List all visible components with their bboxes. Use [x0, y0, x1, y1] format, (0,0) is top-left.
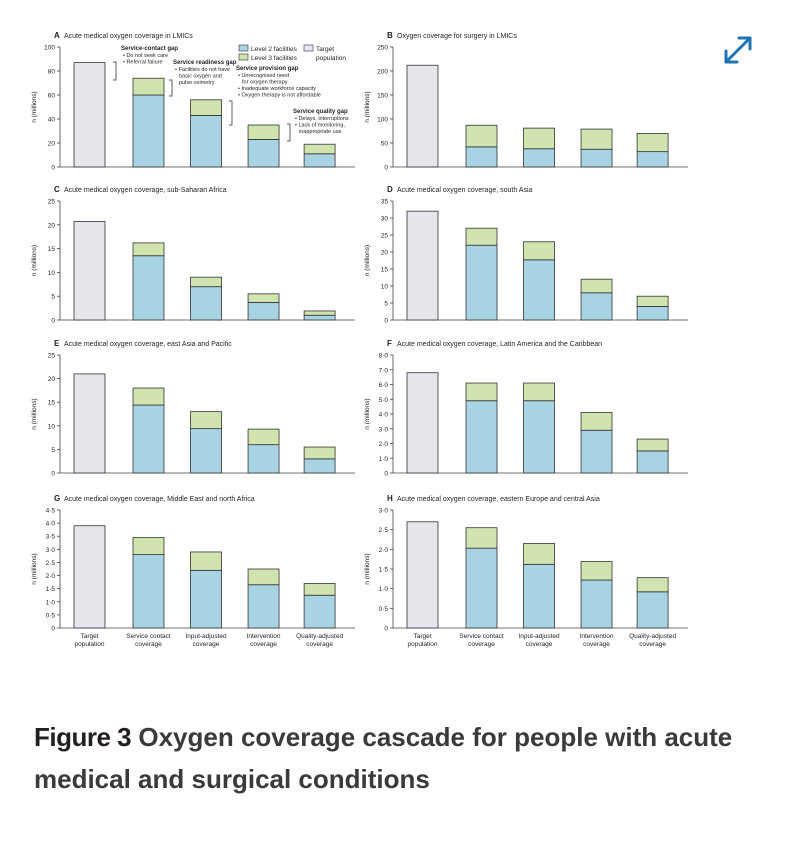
gap-2-title: Service provision gap [236, 66, 299, 72]
panel-c-bar-level3 [191, 277, 222, 287]
panel-g-bar-level3 [248, 569, 279, 585]
panel-h-y-tick-label: 0 [384, 625, 388, 633]
panel-h-title: Acute medical oxygen coverage, eastern Europe and central Asia [397, 496, 600, 503]
panel-c-bar-level2 [248, 302, 279, 320]
panel-h-bar-level3 [581, 562, 612, 580]
panel-g-y-tick-label: 3·0 [45, 546, 55, 554]
panel-g-x-label: Service contact [126, 633, 171, 640]
panel-g-x-label: coverage [192, 641, 220, 648]
panel-h-x-label: Intervention [579, 633, 614, 640]
panel-f-y-tick-label: 1·0 [378, 455, 388, 463]
panel-d-bar-level2 [637, 306, 668, 320]
figure-caption-line-2: medical and surgical conditions [34, 764, 430, 794]
panel-e-y-tick-label: 20 [47, 376, 55, 384]
panel-d-y-tick-label: 20 [380, 249, 388, 257]
panel-c-bar-target [74, 221, 105, 320]
panel-g-y-tick-label: 1·5 [45, 586, 55, 594]
figure-caption [34, 716, 774, 800]
panel-c-y-tick-label: 25 [47, 198, 55, 206]
panel-b-y-tick-label: 200 [377, 68, 388, 76]
panel-a-bar-level2 [304, 154, 335, 167]
legend-level2-swatch [239, 45, 248, 51]
figure-label: Figure 3 [34, 722, 132, 752]
panel-f-y-tick-label: 4·0 [378, 411, 388, 419]
gap-3-bracket [287, 124, 290, 141]
panel-g-bar-target [74, 526, 105, 628]
panel-h-bar-level2 [637, 592, 668, 628]
panel-a-bar-level2 [133, 95, 164, 167]
panel-g-x-label: population [74, 641, 105, 648]
panel-d-bar-level2 [466, 245, 497, 320]
gap-3-item: • Lack of monitoring, [295, 122, 345, 129]
panel-c-bar-level3 [248, 294, 279, 303]
panel-c-y-tick-label: 10 [47, 269, 55, 277]
panel-h-bar-level3 [466, 528, 497, 548]
panel-e-bar-level2 [304, 459, 335, 473]
gap-0-title: Service-contact gap [121, 46, 179, 52]
panel-d-y-tick-label: 30 [380, 215, 388, 223]
panel-h-x-label: coverage [639, 641, 666, 648]
panel-f-y-tick-label: 3·0 [378, 426, 388, 434]
panel-f-y-tick-label: 6·0 [378, 382, 388, 389]
panel-e-y-tick-label: 25 [47, 352, 55, 360]
panel-b-bar-level3 [524, 128, 555, 149]
panel-a-bar-level3 [304, 144, 335, 154]
panel-a-bar-level3 [191, 100, 222, 116]
panel-d-y-tick-label: 10 [380, 283, 388, 291]
panel-f-y-label: n (millions) [364, 398, 371, 430]
panel-g-y-tick-label: 4·5 [45, 507, 55, 515]
panel-e-y-tick-label: 0 [51, 470, 55, 478]
panel-d-bar-level3 [581, 279, 612, 293]
panel-a-y-tick-label: 80 [47, 68, 55, 76]
panel-b-y-tick-label: 100 [377, 116, 388, 124]
panel-h-x-label: Input-adjusted [518, 633, 560, 640]
panel-f-y-tick-label: 7·0 [378, 367, 388, 375]
panel-a-letter: A [54, 31, 60, 40]
gap-2-item: for oxygen therapy [242, 79, 288, 86]
panel-f-bar-level2 [524, 401, 555, 473]
panel-e-y-tick-label: 10 [47, 423, 55, 431]
panel-d-letter: D [387, 185, 393, 194]
panel-f-bar-level3 [637, 439, 668, 451]
panel-d-title: Acute medical oxygen coverage, south Asia [397, 187, 533, 194]
panel-h-y-tick-label: 1·5 [378, 566, 388, 574]
panel-h-x-label: Service contact [459, 633, 504, 640]
gap-3-item: inappropriate use [299, 129, 342, 135]
panel-a-bar-level2 [191, 115, 222, 167]
panel-b-bar-level2 [637, 152, 668, 167]
figure-caption-line-1: Oxygen coverage cascade for people with acute [138, 722, 733, 752]
panel-g-x-label: coverage [250, 641, 277, 648]
panel-g-x-label: Quality-adjusted [296, 633, 344, 640]
panel-a-bar-level3 [248, 125, 279, 139]
panel-g-bar-level2 [304, 595, 335, 628]
panel-c-y-tick-label: 15 [47, 246, 55, 254]
panel-e-bar-level3 [248, 429, 279, 445]
panel-h-bar-target [407, 522, 438, 628]
panel-e-y-tick-label: 15 [47, 399, 55, 407]
panel-c-bar-level2 [133, 256, 164, 320]
panel-g-y-tick-label: 4·0 [45, 520, 55, 528]
panel-b-bar-level2 [524, 149, 555, 167]
gap-1-item: pulse oximetry [179, 80, 215, 86]
legend-target-label: Target [316, 46, 335, 53]
panel-g-title: Acute medical oxygen coverage, Middle East and north Africa [64, 496, 255, 503]
panel-a-bar-target [74, 63, 105, 167]
gap-0-item: • Referral failure [123, 59, 163, 66]
gap-0-bracket [113, 62, 116, 80]
panel-a-bar-level3 [133, 78, 164, 95]
panel-a-y-tick-label: 0 [51, 164, 55, 172]
panel-f-title: Acute medical oxygen coverage, Latin America and the Caribbean [397, 341, 603, 348]
panel-d-bar-level2 [524, 260, 555, 320]
panel-f-y-tick-label: 8·0 [378, 352, 388, 360]
expand-icon[interactable] [718, 30, 758, 70]
panel-c-bar-level2 [304, 315, 335, 320]
panel-f-bar-level3 [466, 383, 497, 401]
panel-e-letter: E [54, 339, 60, 348]
panel-b-y-tick-label: 50 [380, 140, 388, 148]
panel-g-y-tick-label: 1·0 [45, 599, 55, 607]
panel-a-y-tick-label: 40 [47, 116, 55, 124]
panel-g-bar-level3 [133, 538, 164, 555]
panel-c-bar-level3 [304, 311, 335, 315]
panel-h-x-label: coverage [468, 641, 495, 648]
panel-h-bar-level3 [524, 543, 555, 564]
panel-d-bar-level2 [581, 293, 612, 320]
panel-c-y-tick-label: 5 [51, 293, 55, 301]
gap-2-bracket [229, 101, 232, 125]
panel-h-y-label: n (millions) [364, 553, 371, 585]
panel-b-y-tick-label: 250 [377, 44, 388, 52]
panel-f-y-tick-label: 5·0 [378, 396, 388, 404]
legend-target-label: population [316, 55, 346, 62]
gap-3-item: • Delays, interruptions [295, 116, 349, 122]
panel-c-y-tick-label: 0 [51, 317, 55, 325]
panel-h-y-tick-label: 1·0 [378, 586, 388, 594]
panel-g-y-tick-label: 2·0 [45, 573, 55, 581]
expand-arrows-icon [718, 30, 758, 70]
panel-f-bar-level2 [466, 401, 497, 473]
panel-g-y-tick-label: 2·5 [45, 559, 55, 567]
panel-e-bar-level2 [191, 429, 222, 473]
panel-f-y-tick-label: 2·0 [378, 441, 388, 448]
gap-2-item: • Oxygen therapy is not affordable [238, 92, 321, 99]
panel-h-y-tick-label: 2·0 [378, 546, 388, 554]
panel-g-x-label: coverage [135, 641, 162, 648]
panel-g-x-label: coverage [306, 641, 333, 648]
panel-f-bar-level2 [581, 430, 612, 473]
panel-b-y-label: n (millions) [364, 91, 371, 123]
gap-1-bracket [169, 80, 172, 96]
panel-c-title: Acute medical oxygen coverage, sub-Saharan Africa [64, 187, 227, 194]
gap-1-title: Service readiness gap [173, 60, 237, 66]
panel-e-bar-target [74, 374, 105, 473]
panel-h-x-label: Target [413, 633, 432, 640]
panel-e-y-label: n (millions) [31, 398, 38, 430]
panel-a-y-tick-label: 20 [47, 140, 55, 148]
panel-h-bar-level2 [581, 580, 612, 628]
panel-c-bar-level3 [133, 243, 164, 256]
panel-a-y-label: n (millions) [31, 91, 38, 123]
panel-d-y-tick-label: 5 [384, 300, 388, 308]
panel-c-letter: C [54, 185, 60, 194]
gap-3-title: Service quality gap [293, 109, 348, 115]
panel-a-bar-level2 [248, 139, 279, 167]
panel-e-bar-level3 [133, 388, 164, 405]
gap-2-item: • Unrecognised need [238, 73, 290, 79]
panel-h-letter: H [387, 494, 393, 503]
gap-1-item: basic oxygen and [179, 73, 222, 80]
panel-e-title: Acute medical oxygen coverage, east Asia and Pacific [64, 341, 232, 348]
panel-h-y-tick-label: 0·5 [378, 605, 388, 613]
panel-h-bar-level2 [524, 564, 555, 628]
gap-1-item: • Facilities do not have [175, 67, 231, 73]
panel-e-bar-level3 [304, 447, 335, 459]
panel-d-bar-level3 [524, 242, 555, 260]
panel-h-y-tick-label: 3·0 [378, 507, 388, 515]
panel-c-y-tick-label: 20 [47, 222, 55, 230]
panel-f-bar-level2 [637, 451, 668, 473]
panel-f-y-tick-label: 0 [384, 470, 388, 478]
panel-a-y-tick-label: 100 [44, 44, 55, 52]
panel-d-y-tick-label: 15 [380, 266, 388, 274]
panel-g-y-tick-label: 0 [51, 625, 55, 633]
panel-g-x-label: Target [80, 633, 99, 640]
legend-level3-swatch [239, 54, 248, 60]
panel-g-y-label: n (millions) [31, 553, 38, 585]
panel-c-y-label: n (millions) [31, 244, 38, 277]
panel-b-bar-level3 [466, 125, 497, 147]
panel-g-y-tick-label: 3·5 [45, 533, 55, 541]
panel-a-title: Acute medical oxygen coverage in LMICs [64, 33, 193, 40]
panel-b-letter: B [387, 31, 393, 40]
panel-f-letter: F [387, 339, 392, 348]
panel-g-bar-level3 [304, 583, 335, 595]
panel-b-title: Oxygen coverage for surgery in LMICs [397, 33, 517, 40]
panel-e-y-tick-label: 5 [51, 446, 55, 454]
panel-d-y-tick-label: 25 [380, 232, 388, 240]
gap-0-item: • Do not seek care [123, 53, 169, 59]
panel-a-y-tick-label: 60 [47, 92, 55, 100]
legend-level2-label: Level 2 facilities [251, 46, 297, 53]
panel-f-bar-level3 [524, 383, 555, 401]
panel-d-bar-level3 [466, 228, 497, 245]
panel-f-bar-level3 [581, 413, 612, 431]
panel-h-x-label: population [407, 641, 438, 648]
panel-b-bar-level3 [581, 129, 612, 149]
panel-b-bar-target [407, 65, 438, 167]
panel-g-x-label: Input-adjusted [185, 633, 227, 640]
panel-d-bar-target [407, 211, 438, 320]
panel-g-bar-level2 [133, 555, 164, 628]
panel-h-bar-level3 [637, 578, 668, 592]
legend-level3-label: Level 3 facilities [251, 55, 297, 62]
panel-e-bar-level3 [191, 412, 222, 429]
panel-g-bar-level3 [191, 552, 222, 570]
panel-h-y-tick-label: 2·5 [378, 527, 388, 535]
panel-e-bar-level2 [133, 405, 164, 473]
panel-d-y-label: n (millions) [364, 244, 371, 277]
panel-g-letter: G [54, 494, 61, 503]
panel-e-bar-level2 [248, 445, 279, 473]
legend-target-swatch [304, 45, 313, 51]
panel-b-bar-level2 [581, 149, 612, 167]
panel-g-bar-level2 [248, 585, 279, 628]
panel-d-bar-level3 [637, 296, 668, 306]
panel-g-bar-level2 [191, 570, 222, 628]
panel-b-bar-level3 [637, 133, 668, 151]
panel-d-y-tick-label: 0 [384, 317, 388, 325]
gap-2-item: • Inadequate workforce capacity [238, 86, 317, 92]
panel-h-bar-level2 [466, 548, 497, 628]
panel-g-x-label: Intervention [246, 633, 281, 640]
panel-d-y-tick-label: 35 [380, 198, 388, 206]
panel-b-y-tick-label: 0 [384, 164, 388, 172]
panel-b-y-tick-label: 150 [377, 92, 388, 100]
panel-h-x-label: Quality-adjusted [629, 633, 677, 640]
panel-g-y-tick-label: 0·5 [45, 612, 55, 620]
panel-h-x-label: coverage [583, 641, 610, 648]
panel-h-x-label: coverage [525, 641, 553, 648]
panel-c-bar-level2 [191, 287, 222, 320]
panel-b-bar-level2 [466, 147, 497, 167]
panel-f-bar-target [407, 373, 438, 473]
